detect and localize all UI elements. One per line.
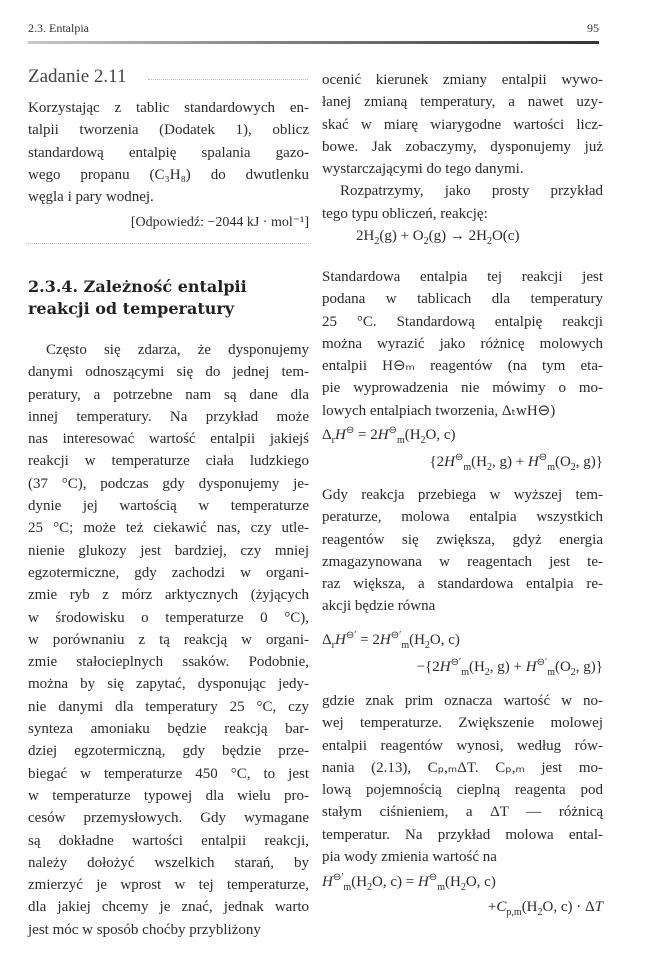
text-line: w porównaniu z tą reakcją w organi-	[28, 631, 309, 648]
text-line: talpii tworzenia (Dodatek 1), oblicz	[28, 122, 309, 139]
text-line: lowych entalpiach tworzenia, ΔₜwH⊖)	[322, 402, 556, 419]
text-line: wej temperaturze. Zwiększenie molowej	[322, 715, 603, 732]
equation-segment: (H	[468, 659, 485, 675]
equation-segment: , g) +	[489, 659, 526, 675]
equation-new-temperature-line1	[322, 630, 460, 651]
text-line: gdzie znak prim oznacza wartość w no-	[322, 693, 603, 709]
text-line: wego propanu (C₃H₈) do dwutlenku	[28, 166, 309, 183]
text-line: innej temperatury. Na przykład może	[28, 408, 309, 425]
equation-segment: m	[547, 462, 555, 473]
equation-segment: m	[547, 667, 555, 678]
header-rule	[28, 41, 599, 44]
equation-segment: T	[594, 899, 603, 915]
text-line: węgla i pary wodnej.	[28, 189, 154, 206]
equation-segment: ⊖′	[450, 657, 462, 668]
text-line: tego typu obliczeń, reakcję:	[322, 205, 488, 222]
text-line: stałym ciśnieniem, a ΔT — różnicą	[322, 804, 603, 821]
section-heading: 2.3.4. Zależność entalpii reakcji od temperatury	[28, 277, 247, 318]
equation-segment: −{2	[416, 659, 440, 675]
equation-segment: H	[417, 874, 429, 890]
text-line: są dokładne wartości entalpii reakcji,	[28, 832, 309, 849]
text-line: synteza amoniaku będzie reakcją bar-	[28, 721, 309, 738]
equation-segment: (O	[554, 659, 571, 675]
text-line: reakcji w temperaturze ciała ludzkiego	[28, 453, 309, 470]
equation-new-temperature-line2	[417, 657, 603, 678]
equation-segment: (g) → 2H	[428, 228, 487, 244]
equation-segment: O, c) · Δ	[542, 899, 595, 915]
equation-segment: , g)}	[575, 454, 603, 470]
equation-standard-enthalpy-line1	[322, 425, 456, 446]
text-line: nienie glukozy jest bardziej, czy mniej	[28, 542, 309, 559]
equation-segment: m	[401, 640, 410, 651]
text-line: akcji będzie równa	[322, 598, 436, 615]
equation-segment: m	[396, 435, 405, 446]
equation-segment: H	[322, 874, 333, 890]
text-line: egzotermiczne, gdy zachodzi w organi-	[28, 564, 309, 581]
text-line: peratury, a potrzebne nam są dane dla	[28, 386, 309, 403]
text-line: (37 °C), podczas gdy dysponujemy je-	[28, 475, 309, 492]
equation-segment: ⊖′	[390, 630, 402, 641]
text-line: w temperaturze typowej dla wielu pro-	[28, 787, 309, 804]
equation-segment: (H	[409, 632, 425, 648]
text-line: entalpii H⊖ₘ reagentów (na tym eta-	[322, 358, 603, 375]
equation-segment: r	[331, 640, 335, 651]
running-header-section: 2.3. Entalpia	[28, 21, 89, 35]
text-line: raz większa, a standardowa entalpia re-	[322, 576, 603, 593]
equation-segment: , g) +	[491, 454, 528, 470]
equation-segment: (H	[351, 874, 368, 890]
equation-segment: m	[437, 882, 445, 893]
equation-segment: m	[343, 882, 352, 893]
text-line: biegać w temperaturze 450 °C, to jest	[28, 765, 309, 782]
text-line: Standardowa entalpia tej reakcji jest	[322, 269, 603, 285]
equation-segment: H	[439, 659, 451, 675]
equation-segment: 2	[484, 667, 490, 678]
text-line: wystarczającymi do tego danymi.	[322, 161, 524, 178]
text-line: standardową entalpię spalania gazo-	[28, 144, 309, 161]
text-line: pie wyprowadzenia nie mówimy o mo-	[322, 380, 603, 397]
equation-segment: m	[463, 462, 472, 473]
text-line: entalpii reagentów wynosi, według rów-	[322, 737, 603, 754]
equation-segment: = 2	[356, 632, 380, 648]
right-paragraph-2	[322, 266, 603, 422]
equation-segment: Δ	[322, 632, 332, 648]
text-line: jest móc w sposób choćby przybliżony	[28, 921, 261, 938]
equation-segment: (H	[404, 427, 421, 443]
exercise-answer: [Odpowiedź: −2044 kJ · mol⁻¹]	[130, 215, 309, 230]
equation-segment: C	[496, 899, 507, 915]
equation-segment: H	[335, 427, 346, 443]
equation-segment: O, c)	[465, 874, 496, 890]
right-paragraph-3	[322, 484, 603, 618]
text-line: nie danymi dla temperatury 25 °C, czy	[28, 698, 309, 715]
equation-segment: ⊖	[538, 452, 548, 463]
equation-segment: 2	[570, 462, 576, 473]
text-line: 25 °C. Standardową entalpię reakcji	[322, 313, 603, 330]
text-line: dynie jej wartością w temperaturze	[28, 498, 309, 515]
equation-segment: , g)}	[575, 659, 603, 675]
text-line: dziej egzotermiczną, gdy będzie prze-	[28, 743, 309, 760]
page-number: 95	[587, 21, 599, 35]
equation-segment: 2	[537, 907, 543, 918]
equation-segment: 2	[460, 882, 466, 893]
equation-segment: {2	[429, 454, 445, 470]
equation-segment: 2	[424, 640, 430, 651]
equation-segment: ⊖	[428, 872, 438, 883]
text-line: można by się zapytać, dysponując jedy-	[28, 676, 309, 693]
text-line: temperatur. Na przykład molowa ental-	[322, 826, 603, 843]
equation-segment: (H	[471, 454, 487, 470]
equation-segment: p,m	[506, 907, 522, 918]
text-line: Rozpatrzymy, jako prosty przykład	[340, 183, 603, 200]
equation-segment: H	[527, 454, 539, 470]
text-line: łanej zmianą temperatury, a nawet uzy-	[322, 94, 603, 111]
equation-segment: r	[331, 435, 335, 446]
equation-segment: ⊖′	[536, 657, 548, 668]
equation-segment: ⊖	[345, 425, 355, 436]
equation-segment: Δ	[322, 427, 332, 443]
equation-segment: ⊖	[388, 425, 397, 436]
text-line: zmie stałocieplnych ssaków. Podobnie,	[28, 654, 309, 671]
right-paragraph-4	[322, 690, 603, 868]
text-line: nas interesować wartość entalpii jakiejś	[28, 431, 309, 448]
equation-segment: ⊖	[454, 452, 464, 463]
equation-segment: O(c)	[491, 228, 520, 244]
text-line: Gdy reakcja przebiega w wyższej tem-	[322, 487, 603, 503]
equation-segment: (g) + O	[379, 228, 424, 244]
text-line: podana w tablicach dla temperatury	[322, 291, 603, 308]
text-line: pia wody zmienia wartość na	[322, 849, 497, 866]
left-paragraph	[28, 339, 309, 941]
exercise-title: Zadanie 2.11	[28, 66, 127, 87]
text-line: skać w miarę wiarygodne wartości licz-	[322, 116, 603, 133]
text-line: lową pojemnością cieplną reagenta pod	[322, 782, 603, 799]
equation-segment: ⊖′	[345, 630, 357, 641]
equation-segment: (H	[521, 899, 538, 915]
text-line: bowe. Jak zobaczymy, dysponujemy już	[322, 138, 603, 155]
equation-segment: H	[444, 454, 455, 470]
equation-segment: 2	[420, 435, 426, 446]
equation-segment: O, c)	[429, 632, 460, 648]
equation-standard-enthalpy-line2	[429, 452, 603, 473]
text-line: Korzystając z tablic standardowych en-	[28, 100, 309, 116]
equation-segment: 2	[486, 462, 492, 473]
text-line: reagentów się zwiększa, gdyż energia	[322, 531, 603, 548]
equation-segment: (O	[554, 454, 571, 470]
equation-segment: 2	[374, 236, 380, 247]
equation-segment: 2	[486, 236, 492, 247]
equation-segment: H	[379, 632, 391, 648]
text-line: Często się zdarza, że dysponujemy	[46, 342, 309, 358]
text-line: w środowisku o temperaturze 0 °C),	[28, 609, 309, 626]
text-line: można wyrazić jako różnicę molowych	[322, 335, 603, 352]
equation-segment: m	[461, 667, 469, 678]
exercise-text	[28, 97, 309, 208]
equation-water-enthalpy-line2	[488, 899, 603, 918]
text-line: 25 °C; może też ciekawić nas, czy utle-	[28, 520, 309, 537]
text-line: zmierzyć je wprost w tej temperaturze,	[28, 877, 309, 894]
text-line: cesów przemysłowych. Gdy wymagane	[28, 810, 309, 827]
text-line: peraturze, molowa entalpia wszystkich	[322, 509, 603, 526]
exercise-top-divider	[148, 79, 308, 81]
text-line: zmie ryb z mórz arktycznych (żyjących	[28, 587, 309, 604]
text-line: danymi odnoszącymi się do jednej tem-	[28, 364, 309, 381]
equation-segment: 2H	[356, 228, 375, 244]
equation-segment: 2	[367, 882, 373, 893]
text-line: dla jakiej chcemy je znać, jednak warto	[28, 899, 309, 916]
equation-segment: H	[335, 632, 346, 648]
right-paragraph-1	[322, 69, 603, 225]
equation-segment: +	[487, 899, 497, 915]
text-line: należy dołożyć wszelkich starań, by	[28, 854, 309, 871]
equation-water-enthalpy-line1	[322, 872, 496, 893]
equation-segment: H	[377, 427, 389, 443]
text-line: ocenić kierunek zmiany entalpii wywo-	[322, 72, 603, 88]
equation-segment: (H	[445, 874, 461, 890]
equation-segment: 2	[423, 236, 429, 247]
equation-segment: 2	[570, 667, 576, 678]
equation-segment: = 2	[354, 427, 378, 443]
text-line: zmagazynowana w reagentach jest te-	[322, 553, 603, 570]
equation-segment: O, c) =	[372, 874, 418, 890]
equation-segment: O, c)	[425, 427, 456, 443]
equation-reaction	[356, 228, 519, 247]
exercise-bottom-divider	[28, 243, 309, 245]
equation-segment: H	[525, 659, 537, 675]
equation-segment: ⊖′	[332, 872, 344, 883]
text-line: nania (2.13), Cₚ,ₘΔT. Cₚ,ₘ jest mo-	[322, 759, 603, 776]
